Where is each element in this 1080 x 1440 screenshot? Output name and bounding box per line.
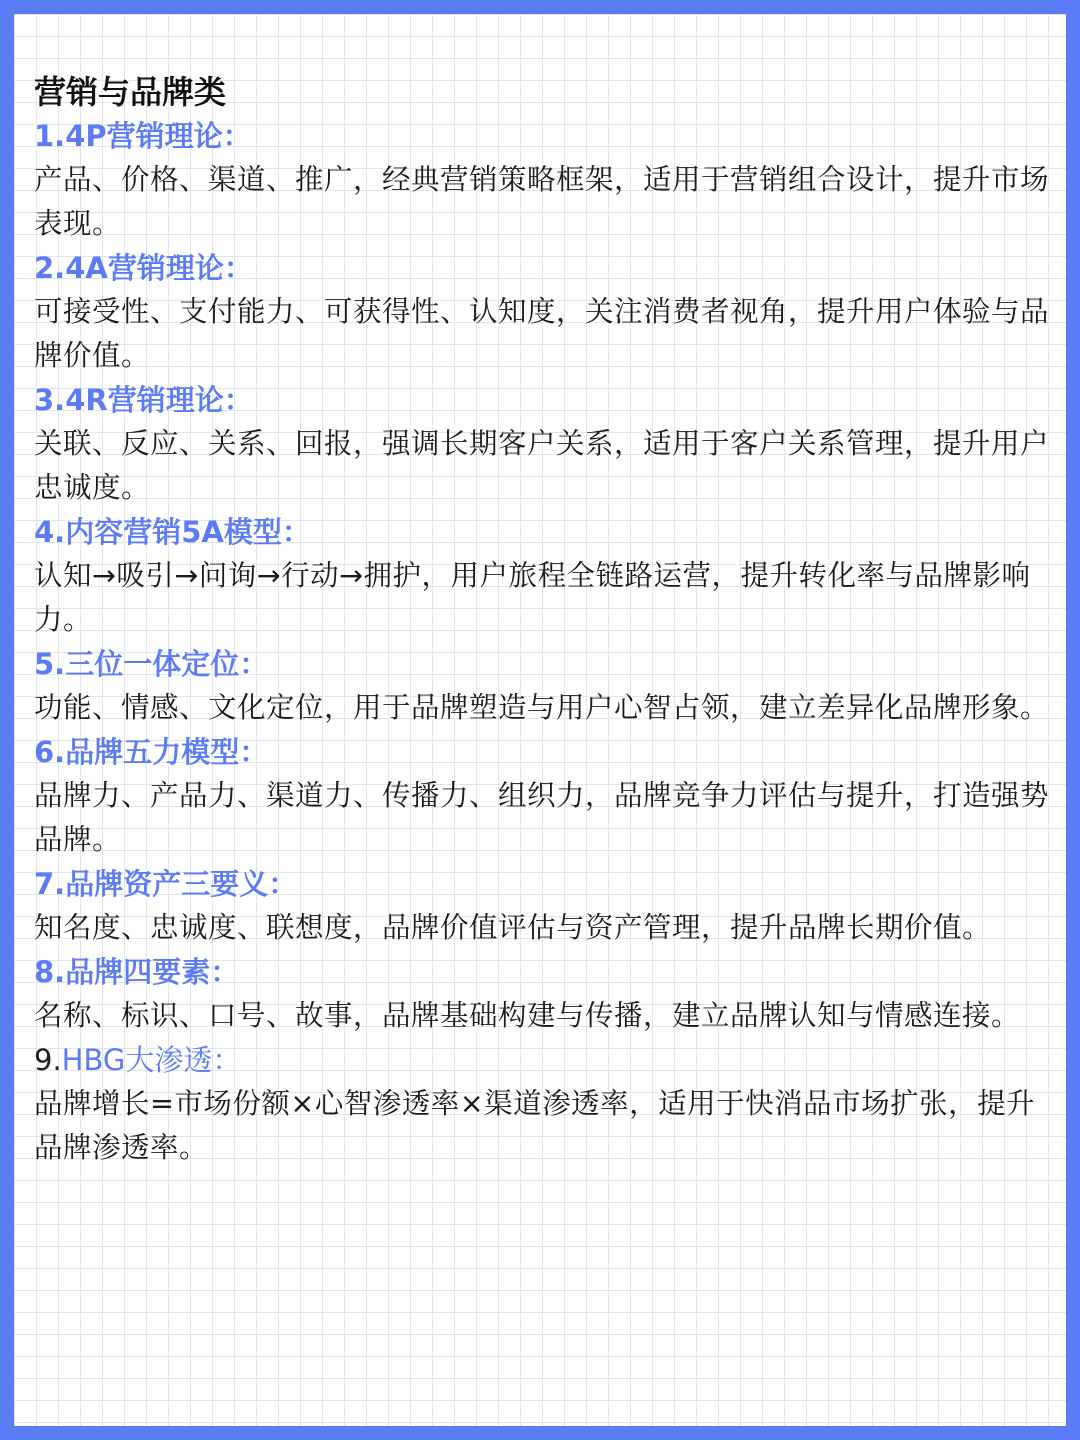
section-heading: 7.品牌资产三要义： bbox=[34, 867, 298, 901]
section-number: 9. bbox=[34, 1043, 62, 1077]
section-heading: 3.4R营销理论： bbox=[34, 383, 253, 417]
section-body: 品牌力、产品力、渠道力、传播力、组织力，品牌竞争力评估与提升，打造强势品牌。 bbox=[34, 779, 1050, 856]
document-content bbox=[34, 70, 1054, 1170]
section-body: 知名度、忠诚度、联想度，品牌价值评估与资产管理，提升品牌长期价值。 bbox=[34, 911, 992, 944]
section-heading: 2.4A营销理论： bbox=[34, 251, 253, 285]
section-heading: 5.三位一体定位： bbox=[34, 647, 269, 681]
section-4r bbox=[34, 378, 1054, 510]
section-hbg bbox=[34, 1038, 1054, 1170]
section-heading: 1.4P营销理论： bbox=[34, 119, 252, 153]
section-heading: 4.内容营销5A模型： bbox=[34, 515, 311, 549]
section-body: 可接受性、支付能力、可获得性、认知度，关注消费者视角，提升用户体验与品牌价值。 bbox=[34, 295, 1050, 372]
section-body: 功能、情感、文化定位，用于品牌塑造与用户心智占领，建立差异化品牌形象。 bbox=[34, 691, 1050, 724]
section-trinity bbox=[34, 642, 1054, 730]
section-heading bbox=[34, 1038, 1054, 1082]
section-brand-assets bbox=[34, 862, 1054, 950]
section-4p bbox=[34, 114, 1054, 246]
section-body: 名称、标识、口号、故事，品牌基础构建与传播，建立品牌认知与情感连接。 bbox=[34, 999, 1021, 1032]
page-frame bbox=[14, 14, 1066, 1426]
section-heading: 6.品牌五力模型： bbox=[34, 735, 269, 769]
section-brand-elements bbox=[34, 950, 1054, 1038]
section-body: 品牌增长=市场份额×心智渗透率×渠道渗透率，适用于快消品市场扩张，提升品牌渗透率。 bbox=[34, 1087, 1036, 1164]
section-heading: 8.品牌四要素： bbox=[34, 955, 240, 989]
page-title: 营销与品牌类 bbox=[34, 73, 227, 111]
section-heading-text: HBG大渗透： bbox=[61, 1043, 242, 1077]
section-five-forces bbox=[34, 730, 1054, 862]
section-5a bbox=[34, 510, 1054, 642]
section-body: 认知→吸引→问询→行动→拥护，用户旅程全链路运营，提升转化率与品牌影响力。 bbox=[34, 559, 1031, 636]
section-body: 关联、反应、关系、回报，强调长期客户关系，适用于客户关系管理，提升用户忠诚度。 bbox=[34, 427, 1050, 504]
section-4a bbox=[34, 246, 1054, 378]
section-body: 产品、价格、渠道、推广，经典营销策略框架，适用于营销组合设计，提升市场表现。 bbox=[34, 163, 1050, 240]
